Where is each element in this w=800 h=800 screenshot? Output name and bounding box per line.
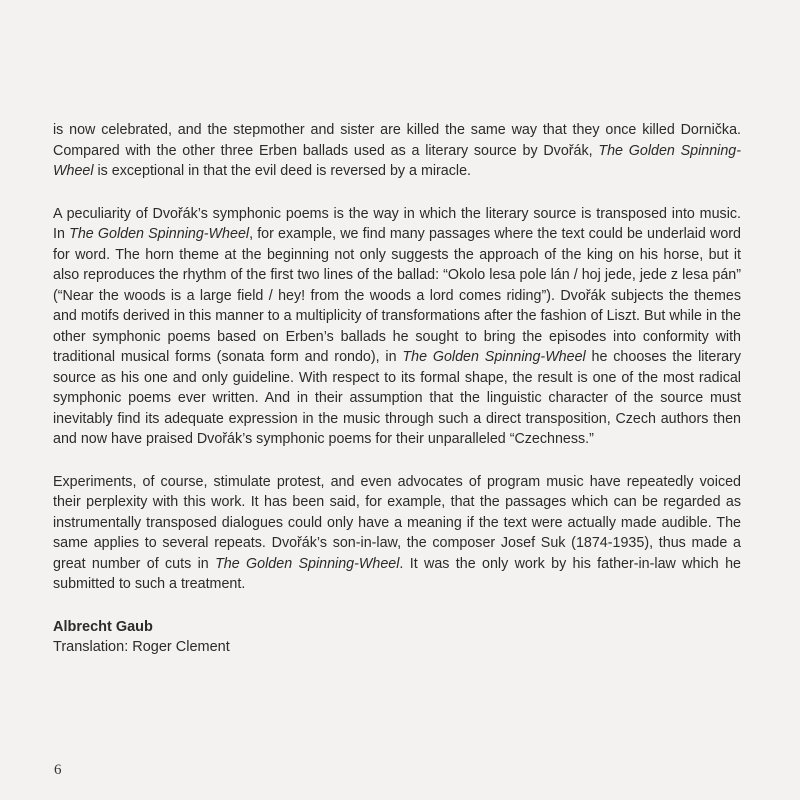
italic-title-text: The Golden Spinning-Wheel [53, 142, 741, 179]
body-paragraph [53, 204, 741, 450]
paragraph-container [53, 120, 741, 595]
document-body [53, 120, 741, 657]
paragraph-text: is exceptional in that the evil deed is reversed by a miracle. [93, 163, 472, 179]
italic-title-text: The Golden Spinning-Wheel [402, 349, 586, 365]
paragraph-text: . It was the only work by his father-in-law which he submitted to such a treatment. [53, 555, 741, 592]
paragraph-text: , for example, we find many passages where the text could be underlaid word for word. The horn theme at the beginning not only suggests the approach of the king on his horse, but it also reproduces the rhythm of the first two lines of the ballad: “Okolo lesa pole lán / hoj jede, jede z lesa pán” (“Near the woods is a large field / hey! from the woods a lord comes riding”). Dvořák subjects the themes and motifs derived in this manner to a multiplicity of transformations after the fashion of Liszt. But while in the other symphonic poems based on Erben’s ballads he sought to bring the episodes into conformity with traditional musical forms (sonata form and rondo), in [53, 226, 741, 365]
author-name: Albrecht Gaub [53, 618, 153, 635]
body-paragraph [53, 120, 741, 182]
page-number: 6 [54, 762, 62, 778]
italic-title-text: The Golden Spinning-Wheel [215, 555, 400, 572]
paragraph-text: he chooses the literary source as his one and only guideline. With respect to its formal shape, the result is one of the most radical symphonic poems ever written. And in their assumption that the linguistic character of the source must inevitably find its adequate expression in the music through such a direct transposition, Czech authors then and now have praised Dvořák’s symphonic poems for their unparalleled “Czechness.” [53, 349, 741, 447]
body-paragraph [53, 472, 741, 595]
italic-title-text: The Golden Spinning-Wheel [69, 226, 250, 242]
paragraph-text: Experiments, of course, stimulate protest, and even advocates of program music have repeatedly voiced their perplexity with this work. It has been said, for example, that the passages which can be regarded as instrumentally transposed dialogues could only have a meaning if the text were actually made audible. The same applies to several repeats. Dvořák’s son-in-law, the composer Josef Suk (1874-1935), thus made a great number of cuts in [53, 473, 741, 572]
paragraph-text: A peculiarity of Dvořák’s symphonic poems is the way in which the literary source is transposed into music. In [53, 205, 741, 242]
paragraph-text: is now celebrated, and the stepmother and sister are killed the same way that they once killed Dornička. Compared with the other three Erben ballads used as a literary source by Dvořák, [53, 122, 741, 159]
translator-credit: Translation: Roger Clement [53, 638, 230, 655]
